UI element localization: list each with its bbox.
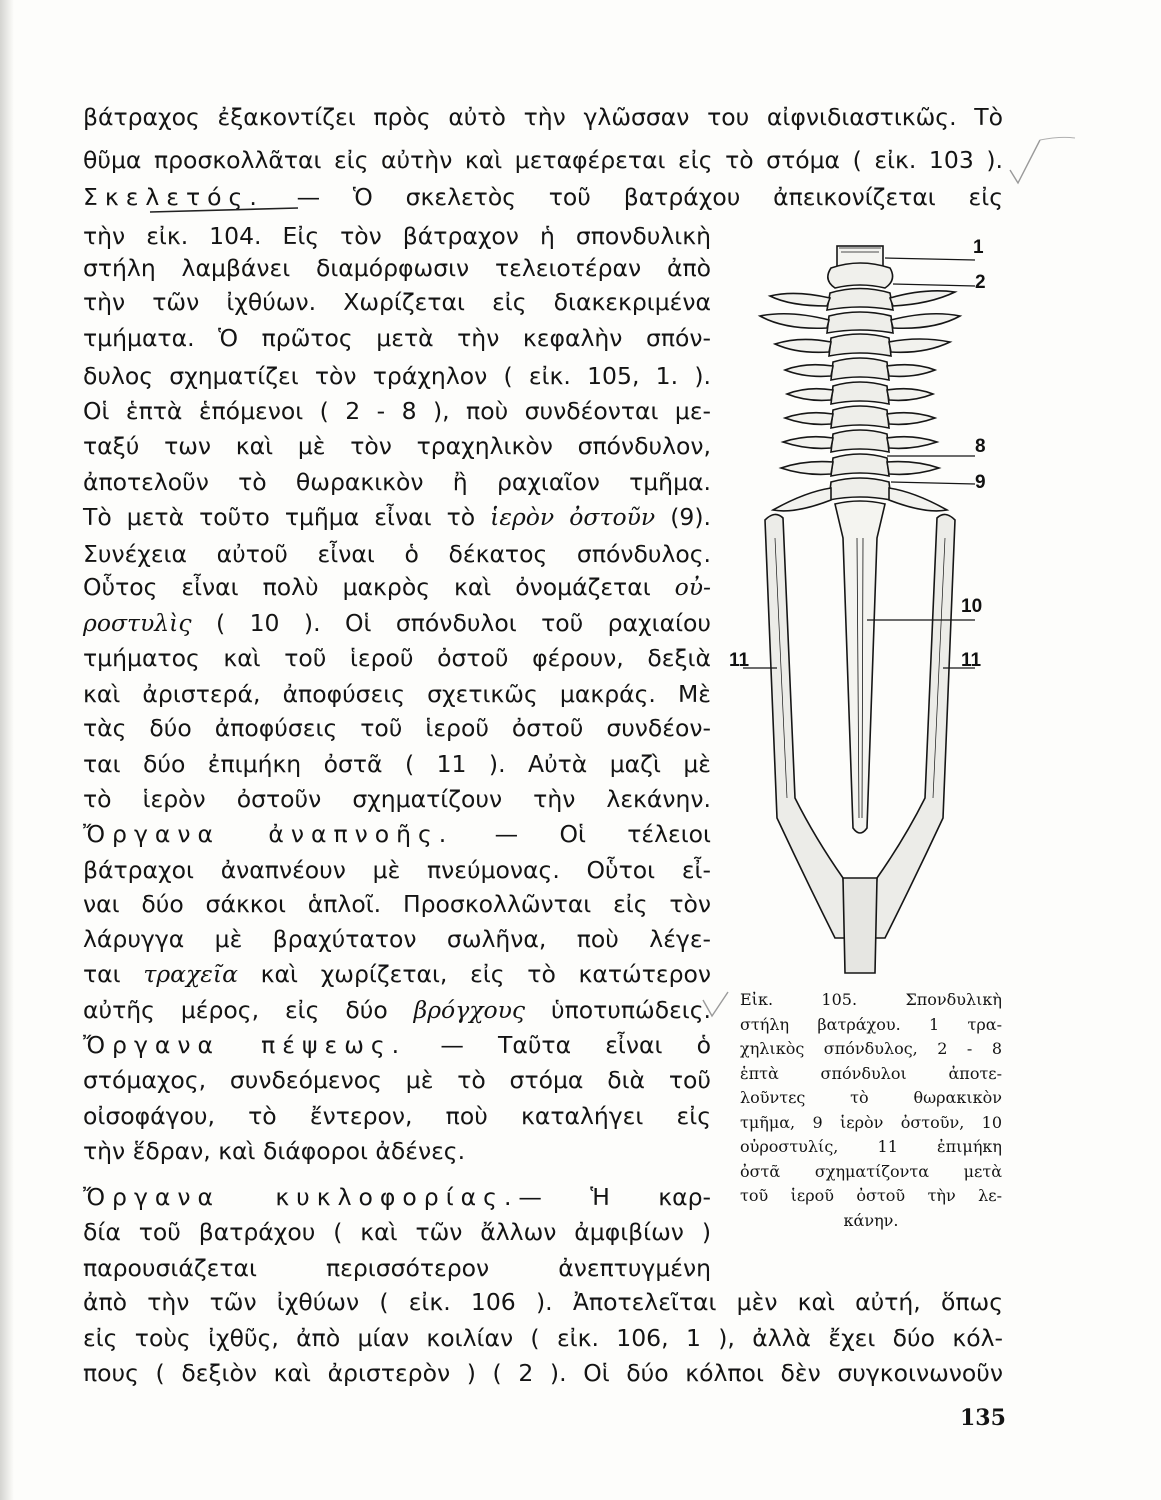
section-heading: Ὄργανα κυκλοφορίας.	[83, 1183, 519, 1211]
ilium-left	[765, 514, 847, 938]
text-line: τὴν εἰκ. 104. Εἰς τὸν βάτραχον ἡ σπονδυλικὴ	[83, 222, 711, 250]
caption-line: χηλικὸς σπόνδυλος, 2 - 8	[740, 1039, 1002, 1058]
page-number: 135	[960, 1405, 1006, 1431]
text-line: πους ( δεξιὸν καὶ ἀριστερὸν ) ( 2 ). Οἱ δύο κόλποι δὲν συγκοινωνοῦν	[83, 1359, 1003, 1387]
italic-term: οὐ-	[674, 573, 711, 601]
figure-label: 1	[973, 237, 984, 258]
text-line: Οἱ ἑπτὰ ἑπόμενοι ( 2 - 8 ), ποὺ συνδέονται με-	[83, 397, 711, 425]
figure-caption	[740, 988, 1002, 1233]
text-span: Οὗτος εἶναι πολὺ μακρὸς καὶ ὀνομάζεται	[83, 573, 675, 601]
ilium-right	[873, 514, 955, 938]
text-line: οἰσοφάγου, τὸ ἔντερον, ποὺ καταλήγει εἰς	[83, 1102, 711, 1130]
pencil-stroke	[1040, 137, 1075, 140]
text-line: τμήματα. Ὁ πρῶτος μετὰ τὴν κεφαλὴν σπόν-	[83, 324, 711, 352]
check-mark-icon	[1010, 140, 1040, 183]
caption-line: τμῆμα, 9 ἱερὸν ὀστοῦν, 10	[740, 1112, 1002, 1132]
urostyle	[835, 501, 885, 833]
text-span: ( 10 ). Οἱ σπόνδυλοι τοῦ ραχιαίου	[191, 609, 711, 637]
text-span: Τὸ μετὰ τοῦτο τμῆμα εἶναι τὸ	[83, 503, 491, 531]
caption-line: κάνην.	[843, 1210, 899, 1230]
figure-label: 11	[729, 650, 750, 671]
text-line: τμήματος καὶ τοῦ ἱεροῦ ὀστοῦ φέρουν, δεξιὰ	[83, 644, 711, 672]
section-text: — Οἱ τέλειοι	[453, 820, 712, 848]
caption-line: Εἰκ. 105. Σπονδυλικὴ	[740, 990, 1002, 1009]
text-line: δυλος σχηματίζει τὸν τράχηλον ( εἰκ. 105, 1. ).	[83, 362, 711, 390]
text-line: στόμαχος, συνδεόμενος μὲ τὸ στόμα διὰ τοῦ	[83, 1066, 711, 1094]
text-span: αὐτῆς μέρος, εἰς δύο	[83, 996, 414, 1024]
figure-label: 11	[961, 650, 982, 671]
text-line: Συνέχεια αὐτοῦ εἶναι ὁ δέκατος σπόνδυλος.	[83, 540, 711, 568]
section-text: — Ἡ καρ-	[518, 1183, 711, 1211]
figure-label: 9	[975, 472, 986, 493]
text-line: δία τοῦ βατράχου ( καὶ τῶν ἄλλων ἀμφιβίων )	[83, 1218, 711, 1246]
caption-line: ἑπτὰ σπόνδυλοι ἀποτε-	[740, 1063, 1002, 1083]
text-span: καὶ χωρίζεται, εἰς τὸ κατώτερον	[237, 960, 711, 988]
caption-line: ὀστᾶ σχηματίζοντα μετὰ	[740, 1161, 1002, 1181]
heading-underline	[150, 208, 298, 212]
figure-label: 2	[975, 272, 986, 293]
text-line: ταξύ των καὶ μὲ τὸν τραχηλικὸν σπόνδυλον,	[83, 432, 711, 460]
figure-label: 8	[975, 436, 986, 457]
vertebrae-2-8	[760, 289, 960, 477]
text-line: στήλη λαμβάνει διαμόρφωσιν τελειοτέραν ἀπὸ	[83, 254, 711, 282]
section-text: — Ταῦτα εἶναι ὁ	[406, 1031, 711, 1059]
italic-term: βρόγχους	[413, 996, 526, 1024]
text-line: ἀπὸ τὴν τῶν ἰχθύων ( εἰκ. 106 ). Ἀποτελεῖται μὲν καὶ αὐτή, ὅπως	[83, 1288, 1003, 1316]
text-line: ναι δύο σάκκοι ἁπλοῖ. Προσκολλῶνται εἰς τὸν	[83, 890, 711, 918]
text-line: τὴν ἕδραν, καὶ διάφοροι ἀδένες.	[83, 1137, 466, 1165]
text-line: τὴν τῶν ἰχθύων. Χωρίζεται εἰς διακεκριμένα	[83, 288, 711, 316]
section-heading: Ὄργανα πέψεως.	[83, 1031, 407, 1059]
section-text: — Ὁ σκελετὸς τοῦ βατράχου ἀπεικονίζεται εἰς	[263, 183, 1003, 211]
text-line: καὶ ἀριστερά, ἀποφύσεις σχετικῶς μακράς. Μὲ	[83, 680, 711, 708]
text-line: ται δύο ἐπιμήκη ὀστᾶ ( 11 ). Αὐτὰ μαζὶ μὲ	[83, 750, 711, 778]
figure-frog-spine	[729, 237, 1005, 978]
caption-line: οὐροστυλίς, 11 ἐπιμήκη	[740, 1137, 1002, 1156]
caption-line: λοῦντες τὸ θωρακικὸν	[740, 1088, 1002, 1107]
caption-line: στήλη βατράχου. 1 τρα-	[740, 1014, 1002, 1034]
italic-term: ροστυλὶς	[83, 609, 192, 637]
text-span: ὑποτυπώδεις.	[525, 996, 711, 1024]
italic-term: ἱερὸν ὀστοῦν	[490, 503, 656, 531]
section-heading: Σκελετός.	[83, 183, 264, 211]
text-line: θῦμα προσκολλᾶται εἰς αὐτὴν καὶ μεταφέρεται εἰς τὸ στόμα ( εἰκ. 103 ).	[83, 146, 1003, 174]
text-line: ἀποτελοῦν τὸ θωρακικὸν ἢ ραχιαῖον τμῆμα.	[83, 468, 711, 496]
check-mark-icon	[703, 992, 728, 1016]
text-line: τὸ ἱερὸν ὀστοῦν σχηματίζουν τὴν λεκάνην.	[83, 785, 711, 813]
text-span: (9).	[655, 503, 711, 531]
italic-term: τραχεῖα	[143, 960, 238, 988]
text-span: ται	[83, 960, 144, 988]
text-line: βάτραχος ἐξακοντίζει πρὸς αὐτὸ τὴν γλῶσσαν του αἰφνιδιαστικῶς. Τὸ	[83, 103, 1003, 131]
figure-label: 10	[961, 596, 983, 617]
text-line: τὰς δύο ἀποφύσεις τοῦ ἱεροῦ ὀστοῦ συνδέον-	[83, 714, 711, 742]
text-line: εἰς τοὺς ἰχθῦς, ἀπὸ μίαν κοιλίαν ( εἰκ. 106, 1 ), ἀλλὰ ἔχει δύο κόλ-	[83, 1324, 1003, 1352]
text-line: λάρυγγα μὲ βραχύτατον σωλῆνα, ποὺ λέγε-	[83, 925, 711, 953]
caption-line: τοῦ ἱεροῦ ὀστοῦ τὴν λε-	[740, 1186, 1002, 1205]
text-line: παρουσιάζεται περισσότερον ἀνεπτυγμένη	[83, 1254, 711, 1282]
section-heading: Ὄργανα ἀναπνοῆς.	[83, 820, 454, 848]
text-line: βάτραχοι ἀναπνέουν μὲ πνεύμονας. Οὗτοι εἶ-	[83, 856, 711, 884]
vertebra-sacral	[829, 478, 891, 500]
